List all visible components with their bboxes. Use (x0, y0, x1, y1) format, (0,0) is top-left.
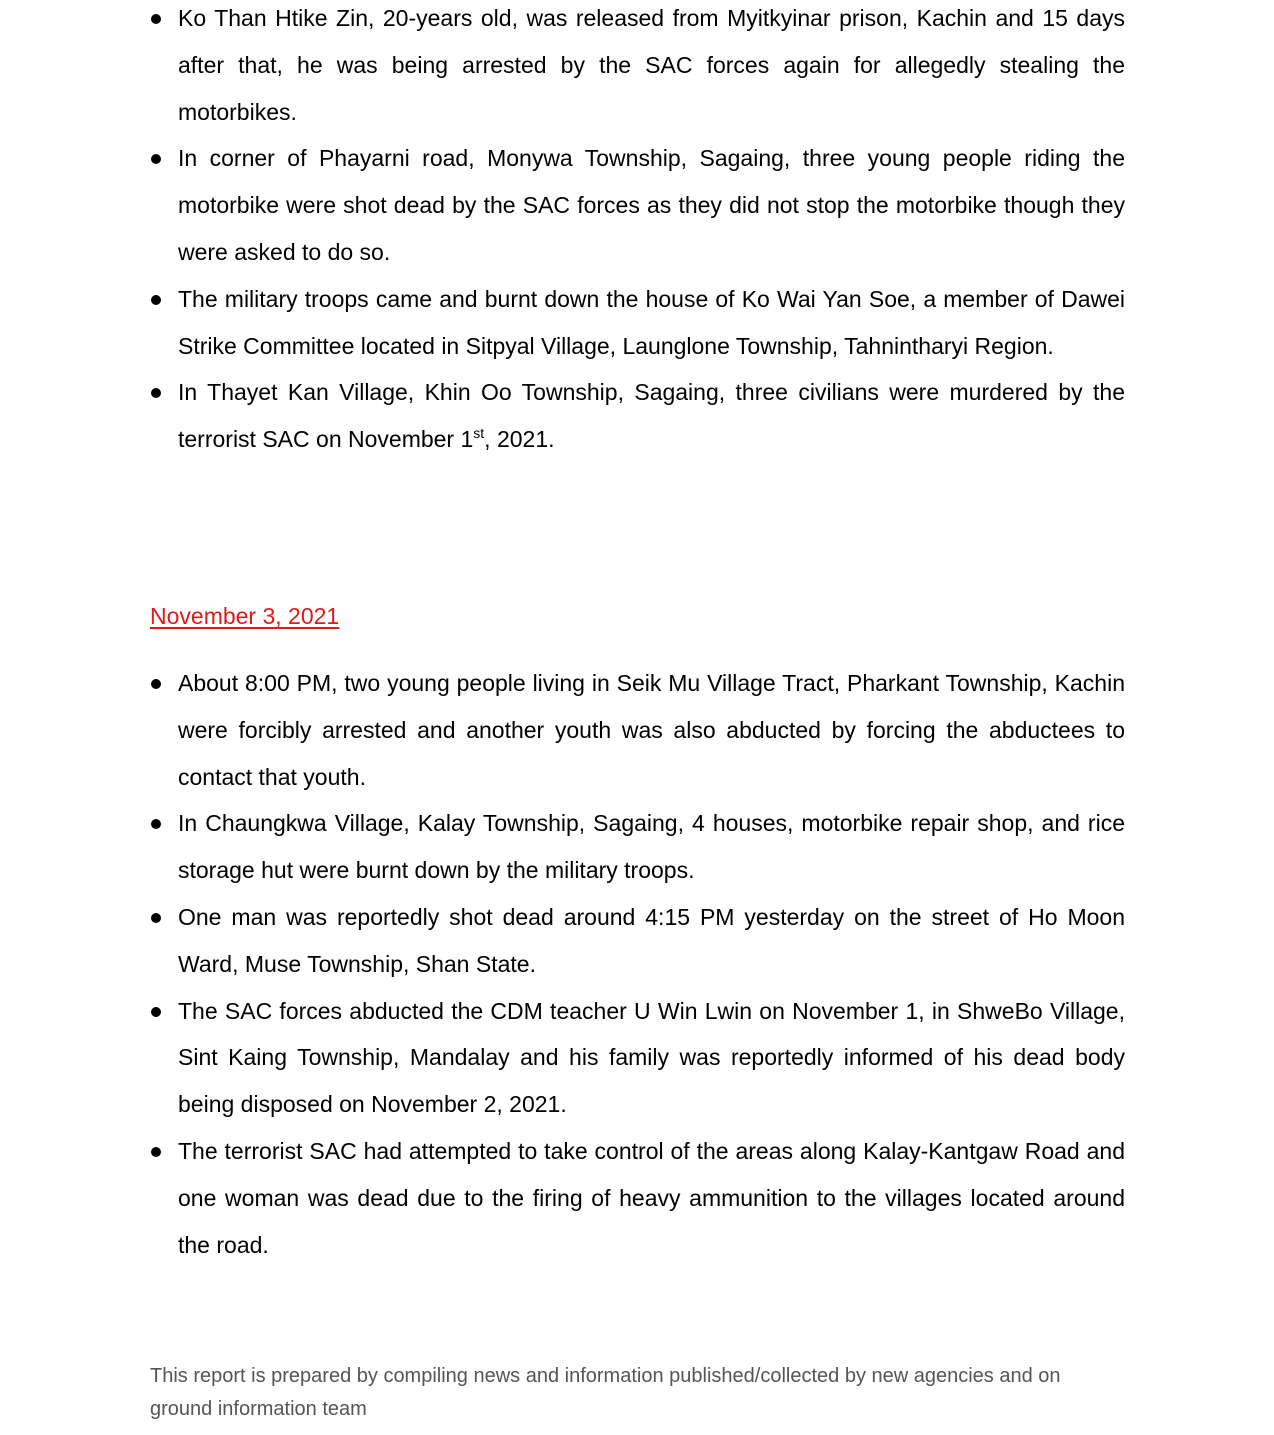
list-item (150, 135, 1125, 275)
list-item-text: Ko Than Htike Zin, 20-years old, was released from Myitkyinar prison, Kachin and 15 days after that, he was being arrested by the SAC forces again for allegedly stealing the motorbikes. (178, 5, 1125, 125)
list-item (150, 800, 1125, 894)
list-item (150, 369, 1125, 463)
list-item-text: The military troops came and burnt down the house of Ko Wai Yan Soe, a member of Dawei Strike Committee located in Sitpyal Village, Launglone Township, Tahnintharyi Region. (178, 285, 1125, 359)
bullet-list-previous-day (150, 0, 1125, 463)
bullet-icon (151, 819, 161, 829)
list-item (150, 660, 1125, 800)
report-source-note: This report is prepared by compiling news and information published/collected by new agencies and on ground information team (150, 1365, 1061, 1420)
date-heading: November 3, 2021 (150, 603, 340, 629)
bullet-list-november-3 (150, 660, 1125, 1268)
ordinal-suffix: st (473, 425, 485, 442)
list-item (150, 1128, 1125, 1268)
list-item (150, 276, 1125, 370)
bullet-icon (151, 154, 161, 164)
list-item-text: The terrorist SAC had attempted to take control of the areas along Kalay-Kantgaw Road and one woman was dead due to the firing of heavy ammunition to the villages located around the road. (178, 1137, 1125, 1258)
bullet-icon (151, 295, 161, 305)
list-item-text: One man was reportedly shot dead around 4:15 PM yesterday on the street of Ho Moon Ward, Muse Township, Shan State. (178, 903, 1125, 977)
bullet-icon (151, 1007, 161, 1017)
bullet-icon (151, 388, 161, 398)
list-item-text: In Chaungkwa Village, Kalay Township, Sagaing, 4 houses, motorbike repair shop, and rice storage hut were burnt down by the military troops. (178, 810, 1125, 884)
list-item (150, 988, 1125, 1128)
bullet-icon (151, 913, 161, 923)
list-item-text: In Thayet Kan Village, Khin Oo Township, Sagaing, three civilians were murdered by the terrorist SAC on November 1 (178, 379, 1125, 453)
list-item-text: In corner of Phayarni road, Monywa Township, Sagaing, three young people riding the motorbike were shot dead by the SAC forces as they did not stop the motorbike though they were asked to do so. (178, 145, 1125, 265)
list-item (150, 894, 1125, 988)
list-item (150, 0, 1125, 135)
bullet-icon (151, 1147, 161, 1157)
bullet-icon (151, 14, 161, 24)
list-item-text: About 8:00 PM, two young people living in Seik Mu Village Tract, Pharkant Township, Kachin were forcibly arrested and another youth was also abducted by forcing the abductees to contact that youth. (178, 670, 1125, 790)
list-item-text-end: , 2021. (484, 426, 555, 453)
bullet-icon (151, 679, 161, 689)
list-item-text: The SAC forces abducted the CDM teacher U Win Lwin on November 1, in ShweBo Village, Sint Kaing Township, Mandalay and his family was reportedly informed of his dead body being disposed on November 2, 2021. (178, 997, 1125, 1118)
